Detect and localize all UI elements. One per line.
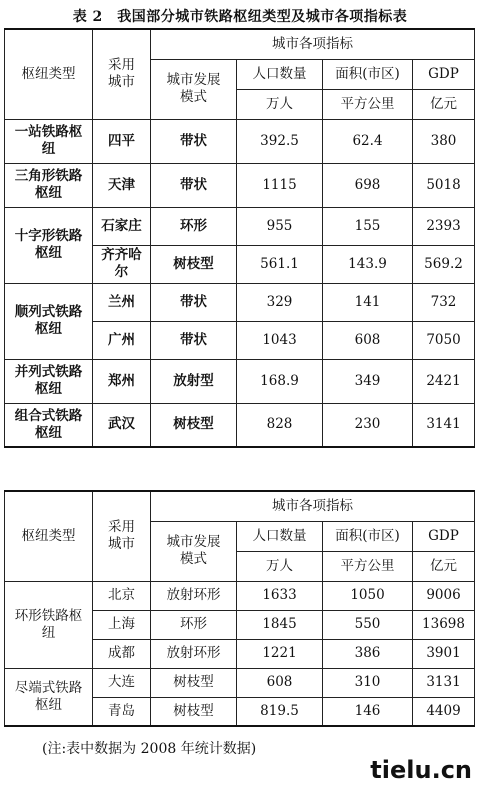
area-cell: 349: [323, 359, 413, 403]
population-cell: 1043: [237, 321, 323, 359]
area-cell: 141: [323, 283, 413, 321]
header-population: 人口数量: [237, 521, 323, 551]
watermark: tielu.cn: [370, 756, 472, 784]
table-1-body: [5, 119, 475, 447]
gdp-cell: 5018: [413, 163, 475, 207]
hub-type-cell: 并列式铁路枢纽: [5, 359, 93, 403]
city-cell: 兰州: [93, 283, 151, 321]
gdp-cell: 7050: [413, 321, 475, 359]
mode-cell: 树枝型: [151, 668, 237, 697]
header-gdp: GDP: [413, 521, 475, 551]
population-cell: 819.5: [237, 697, 323, 726]
header-area: 面积(市区): [323, 59, 413, 89]
hub-type-cell: 一站铁路枢纽: [5, 119, 93, 163]
city-cell: 成都: [93, 639, 151, 668]
header-city: 采用城市: [93, 29, 151, 119]
header-area-unit: 平方公里: [323, 551, 413, 581]
mode-cell: 放射环形: [151, 581, 237, 610]
population-cell: 828: [237, 403, 323, 447]
header-pop-unit: 万人: [237, 89, 323, 119]
city-cell: 齐齐哈尔: [93, 245, 151, 283]
mode-cell: 树枝型: [151, 245, 237, 283]
area-cell: 62.4: [323, 119, 413, 163]
city-cell: 广州: [93, 321, 151, 359]
gdp-cell: 3131: [413, 668, 475, 697]
city-cell: 武汉: [93, 403, 151, 447]
table-row: [5, 163, 475, 207]
city-cell: 上海: [93, 610, 151, 639]
table-2-header: [5, 491, 475, 581]
area-cell: 146: [323, 697, 413, 726]
header-area: 面积(市区): [323, 521, 413, 551]
header-mode: 城市发展模式: [151, 521, 237, 581]
population-cell: 1221: [237, 639, 323, 668]
population-cell: 392.5: [237, 119, 323, 163]
area-cell: 310: [323, 668, 413, 697]
area-cell: 143.9: [323, 245, 413, 283]
table-1: [4, 28, 475, 448]
mode-cell: 环形: [151, 610, 237, 639]
mode-cell: 树枝型: [151, 403, 237, 447]
header-indicators: 城市各项指标: [151, 491, 475, 521]
header-population: 人口数量: [237, 59, 323, 89]
hub-type-cell: 三角形铁路枢纽: [5, 163, 93, 207]
table-row: [5, 283, 475, 321]
gdp-cell: 380: [413, 119, 475, 163]
area-cell: 550: [323, 610, 413, 639]
city-cell: 天津: [93, 163, 151, 207]
city-cell: 青岛: [93, 697, 151, 726]
table-2: [4, 490, 475, 727]
city-cell: 北京: [93, 581, 151, 610]
area-cell: 155: [323, 207, 413, 245]
city-cell: 四平: [93, 119, 151, 163]
city-cell: 郑州: [93, 359, 151, 403]
area-cell: 386: [323, 639, 413, 668]
mode-cell: 带状: [151, 119, 237, 163]
table-row: [5, 581, 475, 610]
gdp-cell: 2421: [413, 359, 475, 403]
header-gdp-unit: 亿元: [413, 551, 475, 581]
hub-type-cell: 尽端式铁路枢纽: [5, 668, 93, 726]
area-cell: 1050: [323, 581, 413, 610]
table-row: [5, 359, 475, 403]
mode-cell: 树枝型: [151, 697, 237, 726]
hub-type-cell: 十字形铁路枢纽: [5, 207, 93, 283]
mode-cell: 带状: [151, 283, 237, 321]
gdp-cell: 732: [413, 283, 475, 321]
header-mode: 城市发展模式: [151, 59, 237, 119]
gdp-cell: 9006: [413, 581, 475, 610]
header-gdp-unit: 亿元: [413, 89, 475, 119]
header-hub-type: 枢纽类型: [5, 29, 93, 119]
population-cell: 168.9: [237, 359, 323, 403]
city-cell: 石家庄: [93, 207, 151, 245]
population-cell: 955: [237, 207, 323, 245]
hub-type-cell: 组合式铁路枢纽: [5, 403, 93, 447]
table-row: [5, 668, 475, 697]
header-area-unit: 平方公里: [323, 89, 413, 119]
table-1-header: [5, 29, 475, 119]
city-cell: 大连: [93, 668, 151, 697]
gdp-cell: 4409: [413, 697, 475, 726]
table-row: [5, 403, 475, 447]
header-hub-type: 枢纽类型: [5, 491, 93, 581]
header-indicators: 城市各项指标: [151, 29, 475, 59]
mode-cell: 带状: [151, 163, 237, 207]
mode-cell: 环形: [151, 207, 237, 245]
header-gdp: GDP: [413, 59, 475, 89]
population-cell: 1115: [237, 163, 323, 207]
gdp-cell: 2393: [413, 207, 475, 245]
table-row: [5, 119, 475, 163]
mode-cell: 放射型: [151, 359, 237, 403]
area-cell: 698: [323, 163, 413, 207]
population-cell: 561.1: [237, 245, 323, 283]
gdp-cell: 13698: [413, 610, 475, 639]
gdp-cell: 3901: [413, 639, 475, 668]
header-city: 采用城市: [93, 491, 151, 581]
mode-cell: 放射环形: [151, 639, 237, 668]
mode-cell: 带状: [151, 321, 237, 359]
footnote: (注:表中数据为 2008 年统计数据): [42, 741, 257, 757]
gdp-cell: 569.2: [413, 245, 475, 283]
table-row: [5, 207, 475, 245]
hub-type-cell: 环形铁路枢纽: [5, 581, 93, 668]
population-cell: 329: [237, 283, 323, 321]
table-caption: 表 2 我国部分城市铁路枢纽类型及城市各项指标表: [72, 9, 408, 25]
gdp-cell: 3141: [413, 403, 475, 447]
area-cell: 230: [323, 403, 413, 447]
table-2-body: [5, 581, 475, 726]
population-cell: 608: [237, 668, 323, 697]
hub-type-cell: 顺列式铁路枢纽: [5, 283, 93, 359]
header-pop-unit: 万人: [237, 551, 323, 581]
population-cell: 1845: [237, 610, 323, 639]
area-cell: 608: [323, 321, 413, 359]
population-cell: 1633: [237, 581, 323, 610]
